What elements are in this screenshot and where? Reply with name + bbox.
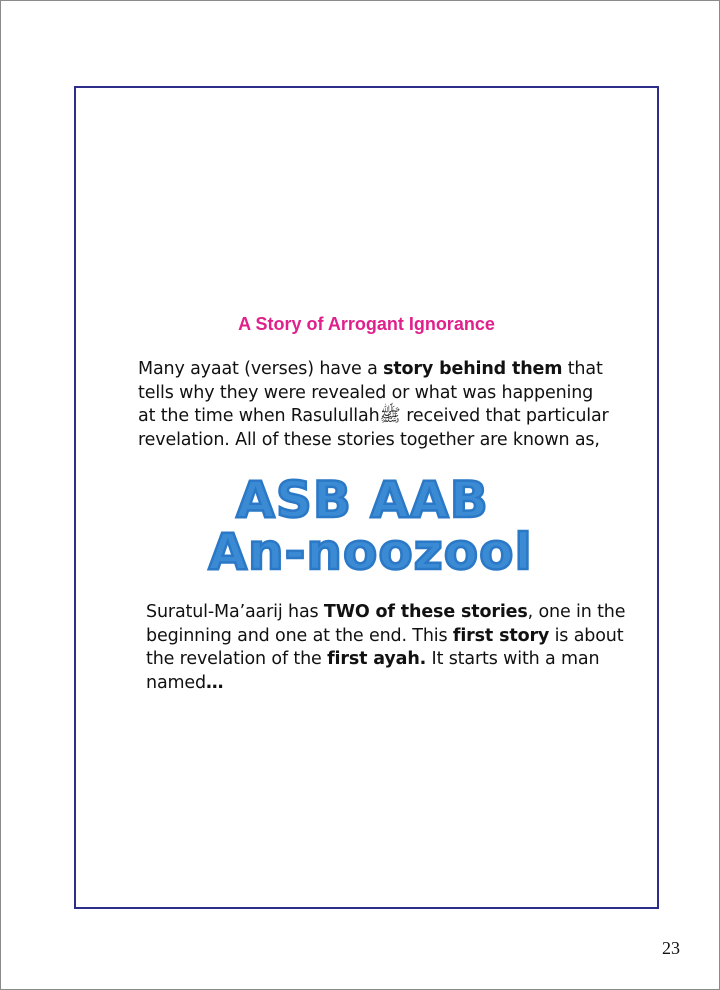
title-art-line-2: An-noozool (208, 523, 533, 581)
emphasis-first-ayah: first ayah. (327, 649, 427, 669)
intro-paragraph (138, 358, 609, 452)
section-heading: A Story of Arrogant Ignorance (238, 314, 495, 334)
intro-line-1: Many ayaat (verses) have a story behind them that (138, 359, 603, 379)
emphasis-two-stories: TWO of these stories (323, 602, 528, 622)
story-line-2: beginning and one at the end. This first story is about (146, 625, 624, 646)
page-frame (74, 86, 659, 909)
story-paragraph (146, 601, 626, 695)
ellipsis: … (206, 672, 224, 693)
story-line-3: the revelation of the first ayah. It starts with a man (146, 649, 600, 669)
emphasis-first-story: first story (452, 625, 550, 646)
intro-line-4: revelation. All of these stories together are known as, (138, 429, 600, 450)
story-line-1: Suratul-Ma’aarij has TWO of these stories, one in the (146, 602, 626, 622)
story-line-4: named… (146, 672, 224, 693)
emphasis-story-behind-them: story behind them (383, 359, 563, 379)
page-number: 23 (662, 938, 680, 958)
title-art-line-1: ASB AAB (236, 471, 489, 529)
intro-line-3: at the time when Rasulullahﷺ received that particular (138, 406, 609, 426)
intro-line-2: tells why they were revealed or what was happening (138, 382, 594, 403)
